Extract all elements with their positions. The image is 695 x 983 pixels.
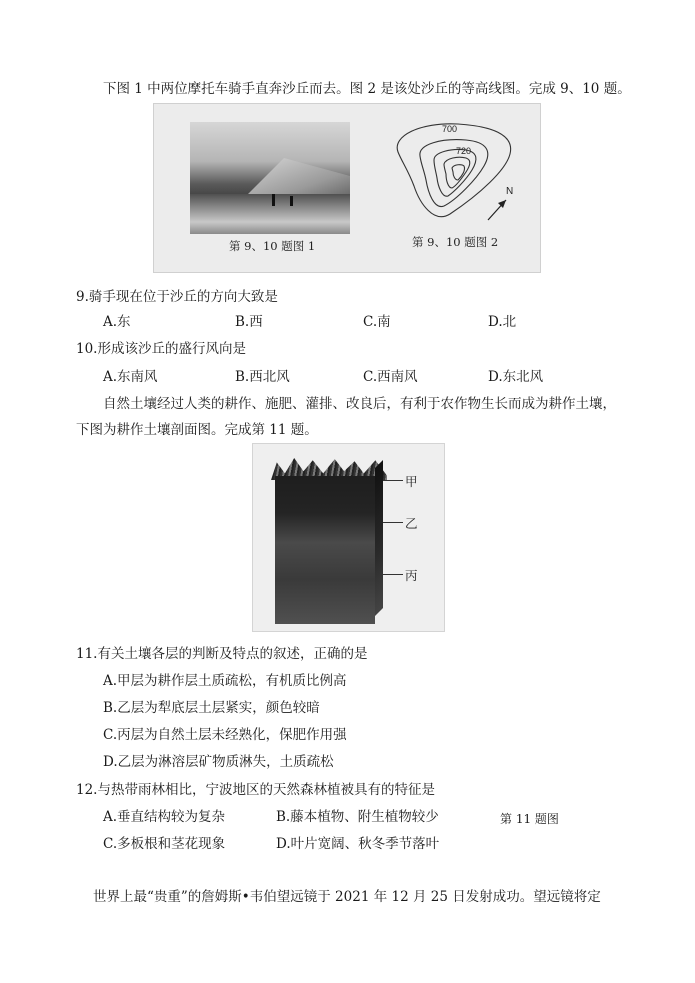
q11-option-c: C.丙层为自然土层未经熟化，保肥作用强 [103,727,347,743]
soil-profile-figure [252,443,445,632]
q11-option-d: D.乙层为淋溶层矿物质淋失，土质疏松 [103,754,334,770]
intro-q11-line2: 下图为耕作土壤剖面图。完成第 11 题。 [76,422,318,438]
soil-label-jia: 甲 [405,474,418,489]
q9-option-d: D.北 [488,314,517,330]
motorcycle-dune-photo [190,122,350,234]
soil-label-yi: 乙 [405,516,418,531]
figure-11-caption: 第 11 题图 [500,812,559,826]
q10-option-a: A.东南风 [103,369,158,385]
soil-block [275,476,375,624]
q10-option-b: B.西北风 [235,369,290,385]
intro-q11-line1: 自然土壤经过人类的耕作、施肥、灌排、改良后，有利于农作物生长而成为耕作土壤， [103,396,616,412]
figure-panel-q9-10 [153,103,541,273]
q12-option-a: A.垂直结构较为复杂 [103,809,226,825]
q9-option-c: C.南 [363,314,391,330]
q9-stem: 9.骑手现在位于沙丘的方向大致是 [76,289,278,305]
q11-option-a: A.甲层为耕作层土质疏松，有机质比例高 [103,673,347,689]
north-arrow-label: N [506,186,514,197]
q9-option-b: B.西 [235,314,263,330]
q10-option-d: D.东北风 [488,369,544,385]
contour-label-720: 720 [456,146,472,156]
intro-q9-10: 下图 1 中两位摩托车骑手直奔沙丘而去。图 2 是该处沙丘的等高线图。完成 9、10 题。 [103,81,631,97]
intro-next-passage: 世界上最“贵重”的詹姆斯•韦伯望远镜于 2021 年 12 月 25 日发射成功。望远镜将定 [93,889,601,905]
soil-label-bing: 丙 [405,568,418,583]
figure-2-caption: 第 9、10 题图 2 [412,235,499,249]
contour-label-700: 700 [442,124,458,134]
q10-stem: 10.形成该沙丘的盛行风向是 [76,341,246,357]
q11-option-b: B.乙层为犁底层土层紧实，颜色较暗 [103,700,320,716]
q12-stem: 12.与热带雨林相比，宁波地区的天然森林植被具有的特征是 [76,782,435,798]
q12-option-d: D.叶片宽阔、秋冬季节落叶 [276,836,440,852]
q12-option-c: C.多板根和茎花现象 [103,836,226,852]
contour-map [380,114,530,238]
figure-1-caption: 第 9、10 题图 1 [229,239,316,253]
q9-option-a: A.东 [103,314,131,330]
q12-option-b: B.藤本植物、附生植物较少 [276,809,439,825]
q10-option-c: C.西南风 [363,369,418,385]
q11-stem: 11.有关土壤各层的判断及特点的叙述，正确的是 [76,646,368,662]
